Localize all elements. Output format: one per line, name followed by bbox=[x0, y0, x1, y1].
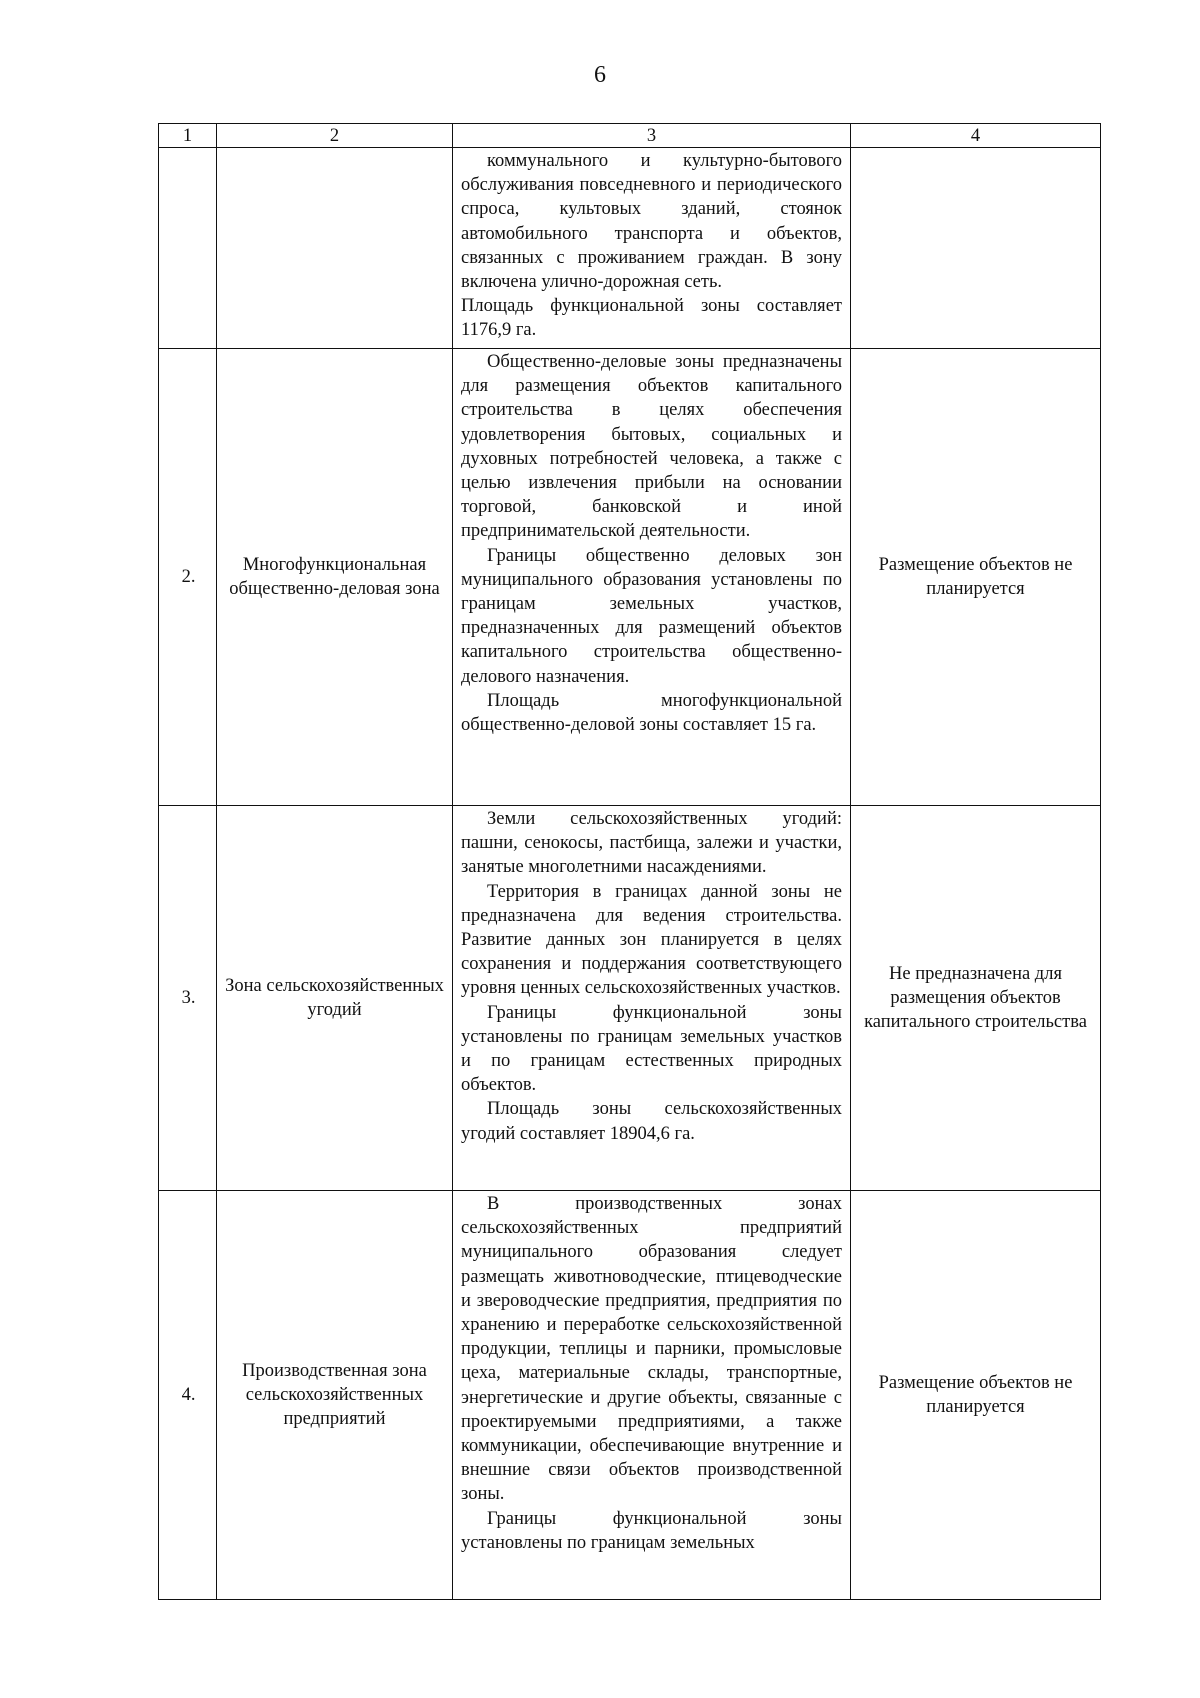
description-paragraph: Границы функциональной зоны установлены по границам земельных bbox=[461, 1508, 842, 1553]
description-paragraph: Площадь функциональной зоны составляет 1176,9 га. bbox=[461, 296, 842, 341]
description-paragraph: Территория в границах данной зоны не предназначена для ведения строительства. Развитие данных зон планируется в целях сохранения и поддержания соответствующего уровня ценных сельскохозяйственных участков. bbox=[461, 881, 842, 999]
page-number: 6 bbox=[594, 62, 606, 88]
table-header-row bbox=[159, 124, 1101, 148]
zone-number-cell: 3. bbox=[159, 806, 217, 1191]
description-paragraph: В производственных зонах сельскохозяйственных предприятий муниципального образования следует размещать животноводческие, птицеводческие и звероводческие предприятия, предприятия по хранению и переработке сельскохозяйственной продукции, теплицы и парники, промысловые цеха, материальные склады, транспортные, энергетические и другие объекты, связанные с проектируемыми предприятиями, а также коммуникации, обеспечивающие внутренние и внешние связи объектов производственной зоны. bbox=[461, 1194, 842, 1505]
zone-description-cell bbox=[453, 148, 851, 349]
description-paragraph: коммунального и культурно-бытового обслуживания повседневного и периодического спроса, культовых зданий, стоянок автомобильного транспорта и объектов, связанных с проживанием граждан. В зону включена улично-дорожная сеть. bbox=[461, 151, 842, 293]
description-paragraph: Площадь зоны сельскохозяйственных угодий составляет 18904,6 га. bbox=[461, 1099, 842, 1144]
zone-plan-cell: Размещение объектов не планируется bbox=[851, 1191, 1101, 1600]
table-row bbox=[159, 349, 1101, 806]
zone-description-cell bbox=[453, 1191, 851, 1600]
column-header-3: 3 bbox=[453, 124, 851, 148]
zone-number-cell bbox=[159, 148, 217, 349]
table-row bbox=[159, 806, 1101, 1191]
column-header-4: 4 bbox=[851, 124, 1101, 148]
column-header-1: 1 bbox=[159, 124, 217, 148]
zone-number-cell: 2. bbox=[159, 349, 217, 806]
zone-plan-cell bbox=[851, 148, 1101, 349]
table-row bbox=[159, 148, 1101, 349]
functional-zones-table bbox=[158, 123, 1101, 1600]
description-paragraph: Площадь многофункциональной общественно-деловой зоны составляет 15 га. bbox=[461, 690, 842, 736]
zone-description-cell bbox=[453, 349, 851, 806]
zone-name-cell bbox=[217, 148, 453, 349]
zone-plan-cell: Не предназначена для размещения объектов капитального строительства bbox=[851, 806, 1101, 1191]
zone-description-cell bbox=[453, 806, 851, 1191]
description-paragraph: Границы общественно деловых зон муниципального образования установлены по границам земельных участков, предназначенных для размещений объектов капитального строительства общественно-делового назначения. bbox=[461, 545, 842, 687]
column-header-2: 2 bbox=[217, 124, 453, 148]
description-paragraph: Границы функциональной зоны установлены по границам земельных участков и по границам естественных природных объектов. bbox=[461, 1002, 842, 1096]
zone-number-cell: 4. bbox=[159, 1191, 217, 1600]
zone-plan-cell: Размещение объектов не планируется bbox=[851, 349, 1101, 806]
zone-name-cell: Производственная зона сельскохозяйственных предприятий bbox=[217, 1191, 453, 1600]
description-paragraph: Земли сельскохозяйственных угодий: пашни, сенокосы, пастбища, залежи и участки, занятые многолетними насаждениями. bbox=[461, 809, 842, 878]
zone-name-cell: Зона сельскохозяйственных угодий bbox=[217, 806, 453, 1191]
table-row bbox=[159, 1191, 1101, 1600]
description-paragraph: Общественно-деловые зоны предназначены для размещения объектов капитального строительства в целях обеспечения удовлетворения бытовых, социальных и духовных потребностей человека, а также с целью извлечения прибыли на основании торговой, банковской и иной предпринимательской деятельности. bbox=[461, 352, 842, 542]
zone-name-cell: Многофункциональная общественно-деловая зона bbox=[217, 349, 453, 806]
